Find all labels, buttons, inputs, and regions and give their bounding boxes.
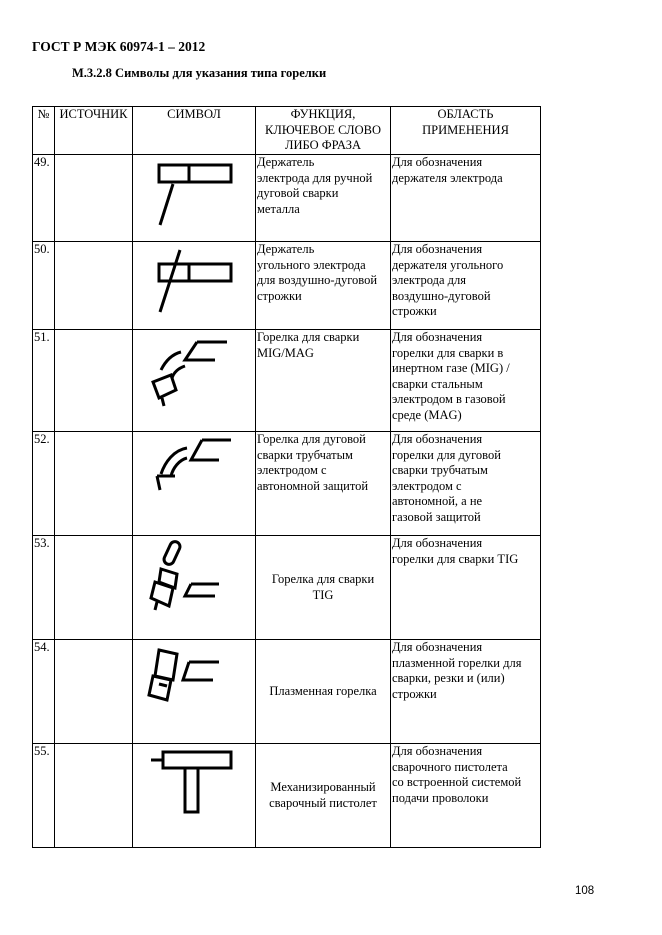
plasma-torch-icon <box>139 640 249 720</box>
row-number: 49. <box>33 155 55 242</box>
col-header-source: ИСТОЧНИК <box>55 107 133 155</box>
symbols-table <box>32 106 541 848</box>
tig-torch-icon <box>139 536 249 631</box>
table-row <box>33 155 541 242</box>
document-title: ГОСТ Р МЭК 60974-1 – 2012 <box>32 39 206 54</box>
mechanized-gun-icon <box>139 744 249 834</box>
table-row <box>33 744 541 848</box>
row-area: Для обозначения плазменной горелки для сварки, резки и (или) строжки <box>391 640 541 744</box>
row-symbol <box>133 536 256 640</box>
row-area: Для обозначения держателя электрода <box>391 155 541 242</box>
col-header-num: № <box>33 107 55 155</box>
row-number: 55. <box>33 744 55 848</box>
row-number: 50. <box>33 242 55 330</box>
row-number: 51. <box>33 330 55 432</box>
row-function: Плазменная горелка <box>256 640 391 744</box>
row-area: Для обозначения сварочного пистолета со встроенной системой подачи проволоки <box>391 744 541 848</box>
row-source <box>55 536 133 640</box>
row-function: Держатель угольного электрода для воздушно-дуговой строжки <box>256 242 391 330</box>
row-function: Механизированный сварочный пистолет <box>256 744 391 848</box>
row-function: Держатель электрода для ручной дуговой сварки металла <box>256 155 391 242</box>
mig-mag-torch-icon <box>139 330 249 420</box>
col-header-area: ОБЛАСТЬ ПРИМЕНЕНИЯ <box>391 107 541 155</box>
row-symbol <box>133 432 256 536</box>
table-row <box>33 640 541 744</box>
row-source <box>55 155 133 242</box>
row-function: Горелка для сварки TIG <box>256 536 391 640</box>
row-area: Для обозначения горелки для сварки в инертном газе (MIG) / сварки стальным электродом в газовой среде (MAG) <box>391 330 541 432</box>
row-area: Для обозначения горелки для дуговой сварки трубчатым электродом с автономной, а не газовой защитой <box>391 432 541 536</box>
row-source <box>55 242 133 330</box>
table-row <box>33 242 541 330</box>
row-source <box>55 330 133 432</box>
table-row <box>33 432 541 536</box>
row-number: 54. <box>33 640 55 744</box>
col-header-function: ФУНКЦИЯ, КЛЮЧЕВОЕ СЛОВО ЛИБО ФРАЗА <box>256 107 391 155</box>
section-title: М.3.2.8 Символы для указания типа горелки <box>72 66 327 80</box>
row-number: 52. <box>33 432 55 536</box>
row-symbol <box>133 242 256 330</box>
row-source <box>55 640 133 744</box>
row-number: 53. <box>33 536 55 640</box>
carbon-electrode-holder-icon <box>139 242 249 322</box>
row-function: Горелка для сварки MIG/MAG <box>256 330 391 432</box>
table-row <box>33 330 541 432</box>
row-area: Для обозначения держателя угольного электрода для воздушно-дуговой строжки <box>391 242 541 330</box>
row-symbol <box>133 744 256 848</box>
table-header-row <box>33 107 541 155</box>
row-source <box>55 432 133 536</box>
flux-cored-torch-icon <box>139 432 249 512</box>
row-symbol <box>133 155 256 242</box>
table-row <box>33 536 541 640</box>
row-symbol <box>133 640 256 744</box>
row-area: Для обозначения горелки для сварки TIG <box>391 536 541 640</box>
row-function: Горелка для дуговой сварки трубчатым электродом с автономной защитой <box>256 432 391 536</box>
row-source <box>55 744 133 848</box>
col-header-symbol: СИМВОЛ <box>133 107 256 155</box>
row-symbol <box>133 330 256 432</box>
page-number: 108 <box>575 885 595 897</box>
electrode-holder-icon <box>139 155 249 235</box>
